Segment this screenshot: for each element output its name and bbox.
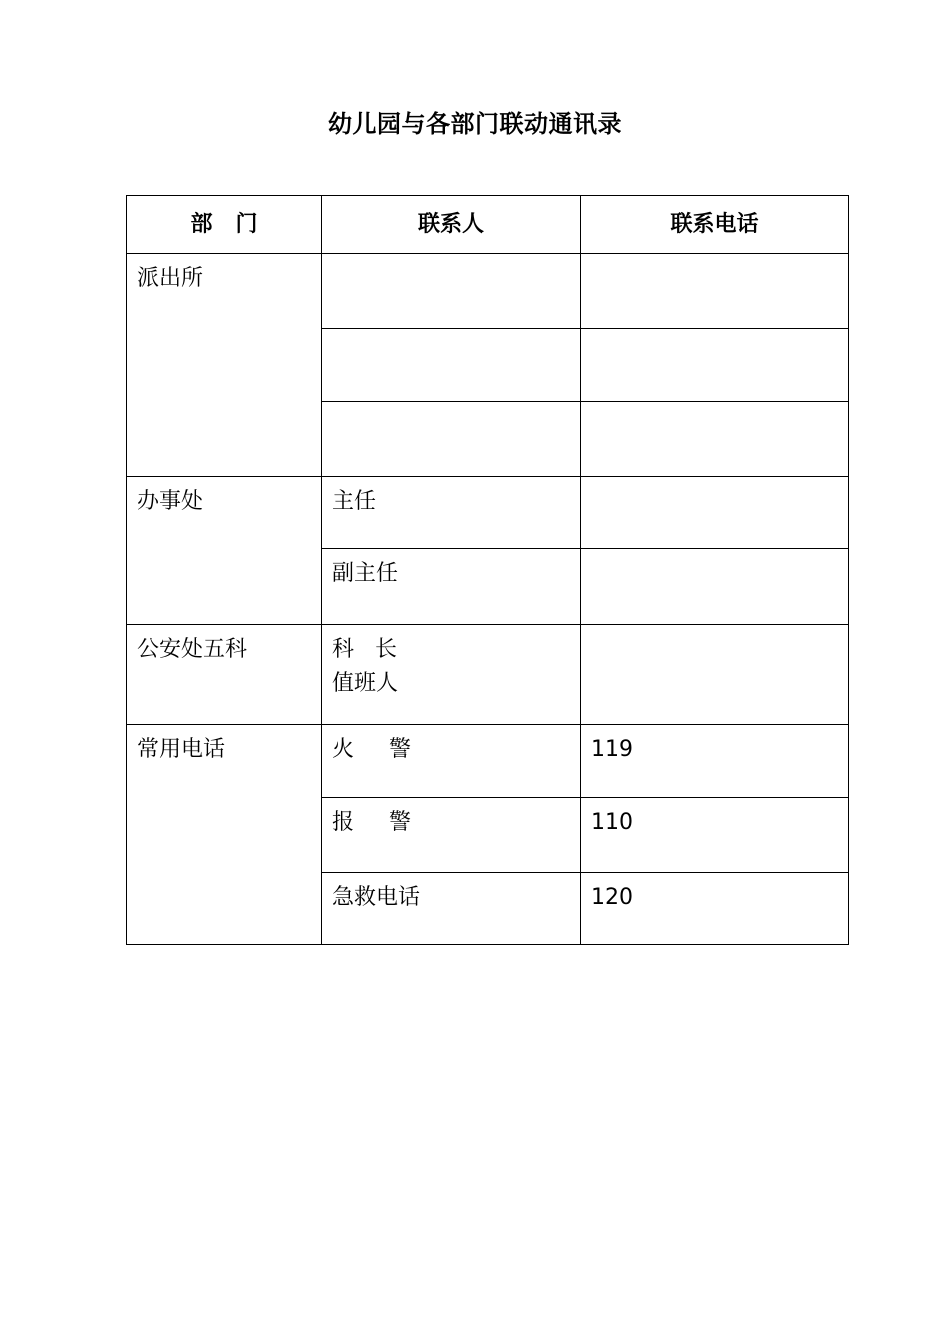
- table-row: [127, 625, 849, 725]
- phone-fire: 119: [581, 725, 849, 798]
- contact-table: [126, 195, 849, 945]
- contact-cell: [322, 254, 581, 329]
- contact-cell: [322, 625, 581, 725]
- dept-sub-district-office: 办事处: [127, 477, 322, 625]
- table-header-row: [127, 196, 849, 254]
- table-row: [127, 254, 849, 329]
- contact-cell: 副主任: [322, 549, 581, 625]
- table-row: [127, 725, 849, 798]
- phone-cell: [581, 625, 849, 725]
- header-phone: 联系电话: [581, 196, 849, 254]
- header-department: 部 门: [127, 196, 322, 254]
- contact-on-duty: 值班人: [332, 671, 399, 696]
- phone-cell: [581, 549, 849, 625]
- phone-cell: [581, 329, 849, 402]
- dept-common-numbers: 常用电话: [127, 725, 322, 945]
- contact-fire: 火 警: [322, 725, 581, 798]
- phone-first-aid: 120: [581, 873, 849, 945]
- contact-cell: [322, 402, 581, 477]
- table-row: [127, 477, 849, 549]
- phone-cell: [581, 402, 849, 477]
- contact-section-chief: 科 长: [332, 637, 397, 662]
- contact-cell: [322, 329, 581, 402]
- contact-first-aid: 急救电话: [322, 873, 581, 945]
- contact-cell: 主任: [322, 477, 581, 549]
- document-title: 幼儿园与各部门联动通讯录: [328, 110, 622, 138]
- contact-police-alarm: 报 警: [322, 798, 581, 873]
- dept-police-station: 派出所: [127, 254, 322, 477]
- header-contact: 联系人: [322, 196, 581, 254]
- phone-cell: [581, 477, 849, 549]
- phone-cell: [581, 254, 849, 329]
- phone-police-alarm: 110: [581, 798, 849, 873]
- dept-public-security: 公安处五科: [127, 625, 322, 725]
